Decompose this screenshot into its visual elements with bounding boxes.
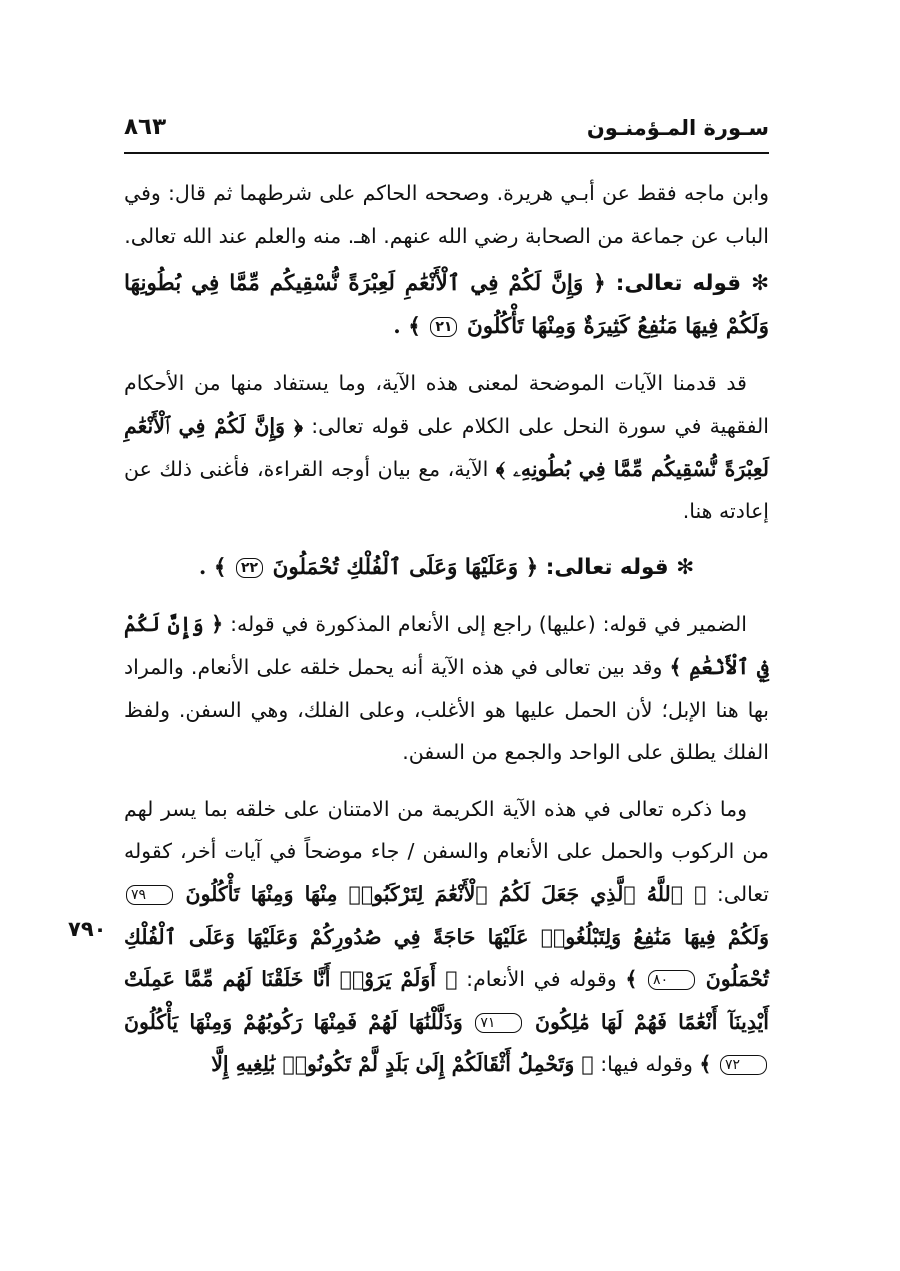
verse-22-heading: [124, 547, 769, 590]
paragraph-commentary-2: [124, 603, 769, 773]
quran-verse-text: ﴿ وَعَلَيْهَا وَعَلَى ٱلْفُلْكِ تُحْمَلُونَ: [272, 554, 539, 580]
commentary-text: وقوله في الأنعام:: [466, 967, 617, 992]
verse-21-heading: [124, 263, 769, 348]
quran-quote: وَذَلَّلْنَٰهَا لَهُمْ فَمِنْهَا رَكُوبُهُمْ وَمِنْهَا يَأْكُلُونَ: [124, 1009, 463, 1034]
quran-quote: ﴿ ٱللَّهُ ٱلَّذِي جَعَلَ لَكُمُ ٱلْأَنْعَٰمَ لِتَرْكَبُوا۟ مِنْهَا وَمِنْهَا تَأْكُلُونَ: [185, 881, 707, 906]
quran-quote: ﴿ وَإِنَّ لَكُمْ فِي ٱلْأَنْعَٰمِ لَعِبْرَةً نُّسْقِيكُم مِّمَّا فِي بُطُونِهِۦ ﴾: [124, 413, 769, 481]
commentary-text: وما ذكره تعالى في هذه الآية الكريمة من الامتنان على خلقه بما يسر لهم من الركوب والحمل على الأنعام والسفن / جاء موضحاً في آيات أخر، كقوله تعالى:: [124, 796, 769, 906]
paragraph-commentary-1: [124, 362, 769, 532]
commentary-text: الضمير في قوله: (عليها) راجع إلى الأنعام المذكورة في قوله:: [230, 612, 747, 637]
commentary-text: قد قدمنا الآيات الموضحة لمعنى هذه الآية، وما يستفاد منها من الأحكام الفقهية في سورة النحل على الكلام على قوله تعالى:: [124, 371, 769, 438]
margin-page-reference: ٧٩٠: [68, 917, 107, 941]
quran-verse-close: ﴾ .: [198, 554, 227, 580]
quran-verse-text: ﴿ وَإِنَّ لَكُمْ فِي ٱلْأَنْعَٰمِ لَعِبْرَةً نُّسْقِيكُم مِّمَّا فِي بُطُونِهَا وَلَكُمْ فِيهَا مَنَٰفِعُ كَثِيرَةٌ وَمِنْهَا تَأْكُلُونَ: [124, 271, 769, 339]
ayah-number-marker: ٧٢: [720, 1055, 767, 1075]
quran-quote: ﴿ أَوَلَمْ يَرَوْا۟ أَنَّا خَلَقْنَا لَهُم مِّمَّا عَمِلَتْ أَيْدِينَآ أَنْعَٰمًا فَهُمْ لَهَا مَٰلِكُونَ: [124, 967, 769, 1034]
quran-verse-close: ﴾ .: [393, 313, 421, 339]
quran-quote: ﴿ وَإِنَّ لَكُمْ فِي ٱلْأَنْعَٰمِ ﴾: [124, 612, 769, 679]
ayah-number-marker: ٢١: [430, 317, 457, 337]
ayah-number-marker: ٧١: [475, 1013, 522, 1033]
star-bullet-icon: ✻: [750, 271, 769, 297]
ayah-number-marker: ٢٢: [236, 558, 263, 578]
page-number: ٨٦٣: [124, 114, 167, 140]
page-header: [124, 112, 769, 154]
verse-intro: قوله تعالى:: [545, 554, 669, 580]
commentary-text: الآية، مع بيان أوجه القراءة، فأغنى ذلك عن إعادته هنا.: [124, 456, 769, 524]
star-bullet-icon: ✻: [676, 554, 695, 580]
surah-title: سـورة المـؤمنـون: [586, 116, 769, 140]
quran-quote-close: ﴾: [699, 1052, 712, 1077]
page-body: [124, 172, 769, 1086]
verse-intro: قوله تعالى:: [615, 271, 742, 297]
commentary-text: وقد بين تعالى في هذه الآية أنه يحمل خلقه على الأنعام. والمراد بها هنا الإبل؛ لأن الحمل عليها هو الأغلب، وعلى الفلك، وهي السفن. ولفظ الفلك يطلق على الواحد والجمع من السفن.: [124, 654, 769, 765]
paragraph-commentary-3: [124, 788, 769, 1086]
quran-quote: وَلَكُمْ فِيهَا مَنَٰفِعُ وَلِتَبْلُغُوا۟ عَلَيْهَا حَاجَةً فِي صُدُورِكُمْ وَعَلَيْهَا وَعَلَى ٱلْفُلْكِ تُحْمَلُونَ: [124, 924, 769, 992]
quran-quote-close: ﴾: [625, 967, 638, 992]
ayah-number-marker: ٨٠: [648, 970, 695, 990]
ayah-number-marker: ٧٩: [126, 885, 173, 905]
quran-quote: ﴿ وَتَحْمِلُ أَثْقَالَكُمْ إِلَىٰ بَلَدٍ لَّمْ تَكُونُوا۟ بَٰلِغِيهِ إِلَّا: [211, 1052, 594, 1077]
commentary-text: وقوله فيها:: [600, 1052, 693, 1077]
paragraph-hadith-source: وابن ماجه فقط عن أبـي هريرة. وصححه الحاكم على شرطهما ثم قال: وفي الباب عن جماعة من الصحابة رضي الله عنهم. اهـ. منه والعلم عند الله تعالى.: [124, 181, 769, 248]
